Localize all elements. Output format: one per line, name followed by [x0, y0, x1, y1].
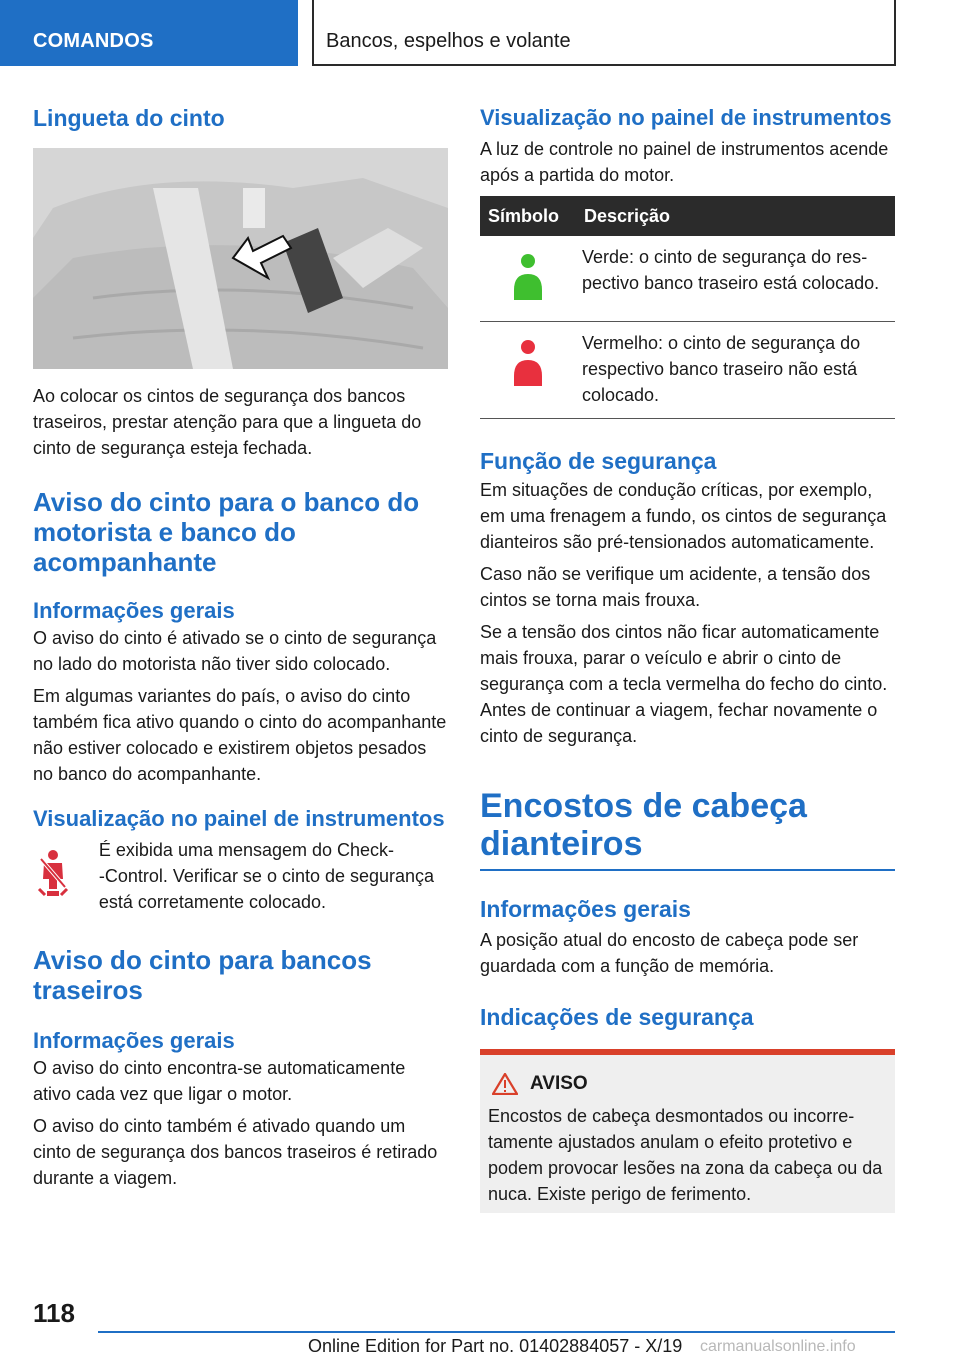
symbol-table [480, 196, 895, 419]
warning-title: AVISO [530, 1073, 588, 1094]
right-column [480, 100, 895, 1213]
paragraph-lingueta: Ao colocar os cintos de segurança dos bancos traseiros, prestar atenção para que a lingueta do cinto de segurança esteja fechada. [33, 386, 422, 458]
heading-aviso-traseiros: Aviso do cinto para bancos traseiros [33, 945, 372, 1005]
green-indicator-icon [480, 236, 576, 322]
section-title: COMANDOS [0, 0, 298, 66]
table-header-row [480, 196, 895, 236]
heading-info-gerais-3: Informações gerais [480, 896, 691, 922]
paragraph-info-2a: O aviso do cinto encontra-se automaticamente ativo cada vez que ligar o motor. [33, 1058, 406, 1104]
column-header-symbol: Símbolo [480, 196, 576, 236]
warning-triangle-icon [492, 1073, 518, 1095]
heading-aviso-motorista: Aviso do cinto para o banco do motorista e banco do acompanhante [33, 487, 420, 577]
paragraph-visualizacao-2: A luz de controle no painel de instrumentos acende após a partida do motor. [480, 139, 889, 185]
warning-text: Encostos de cabeça desmontados ou incorretamente ajustados anulam o efeito protetivo e podem provocar lesões na zona da cabeça ou da nuca. Existe perigo de ferimento. [488, 1106, 883, 1204]
footer-watermark: carmanualsonline.info [700, 1338, 856, 1355]
page-header [0, 0, 960, 66]
heading-funcao-seguranca: Função de segurança [480, 448, 717, 474]
seat-photo-illustration [33, 148, 448, 369]
footer-edition: Online Edition for Part no. 01402884057 - X/19 [308, 1336, 683, 1356]
page-number: 118 [33, 1298, 75, 1328]
table-row [480, 236, 895, 322]
row-green-description: Verde: o cinto de segurança do respectivo banco traseiro está colocado. [576, 236, 895, 322]
heading-lingueta: Lingueta do cinto [33, 105, 225, 131]
heading-visualizacao-2: Visualização no painel de instrumentos [480, 105, 892, 130]
warning-title-row [488, 1073, 887, 1095]
paragraph-info-1a: O aviso do cinto é ativado se o cinto de segurança no lado do motorista não tiver sido colocado. [33, 628, 437, 674]
seatbelt-warning-icon [33, 837, 77, 915]
heading-info-gerais-2: Informações gerais [33, 1028, 235, 1053]
heading-info-gerais-1: Informações gerais [33, 598, 235, 623]
chapter-title: Bancos, espelhos e volante [312, 0, 896, 66]
column-header-description: Descrição [576, 196, 895, 236]
paragraph-info-1b: Em algumas variantes do país, o aviso do cinto também fica ativo quando o cinto do acompanhante não estiver colocado e existirem objetos pesados no banco do acompanhante. [33, 686, 447, 784]
paragraph-funcao-a: Em situações de condução críticas, por exemplo, em uma frenagem a fundo, os cintos de segurança dianteiros são pré-tensionados automaticamente. [480, 480, 887, 552]
heading-encostos-cabeca: Encostos de cabeça dianteiros [480, 787, 895, 871]
row-red-description: Vermelho: o cinto de segurança do respectivo banco traseiro não está colocado. [576, 322, 895, 419]
paragraph-info-3: A posição atual do encosto de cabeça pode ser guardada com a função de memória. [480, 930, 859, 976]
paragraph-funcao-b: Caso não se verifique um acidente, a tensão dos cintos se torna mais frouxa. [480, 564, 871, 610]
paragraph-visualizacao-1: É exibida uma mensagem do Check-‑Control. Verificar se o cinto de segurança está corretamente colocado. [98, 840, 435, 912]
red-indicator-icon [480, 322, 576, 419]
warning-box [480, 1049, 895, 1213]
heading-indicacoes-seguranca: Indicações de segurança [480, 1004, 754, 1030]
paragraph-info-2b: O aviso do cinto também é ativado quando um cinto de segurança dos bancos traseiros é retirado durante a viagem. [33, 1116, 438, 1188]
seat-belt-tongue-photo [33, 148, 448, 369]
left-column [33, 100, 448, 1191]
paragraph-funcao-c: Se a tensão dos cintos não ficar automaticamente mais frouxa, parar o veículo e abrir o cinto de segurança com a tecla vermelha do fecho do cinto. Antes de continuar a viagem, fechar novamente o cinto de segurança. [480, 622, 888, 746]
table-row [480, 322, 895, 419]
footer-divider [98, 1331, 895, 1333]
heading-visualizacao-1: Visualização no painel de instrumentos [33, 806, 445, 831]
seatbelt-warning-row [33, 837, 448, 915]
